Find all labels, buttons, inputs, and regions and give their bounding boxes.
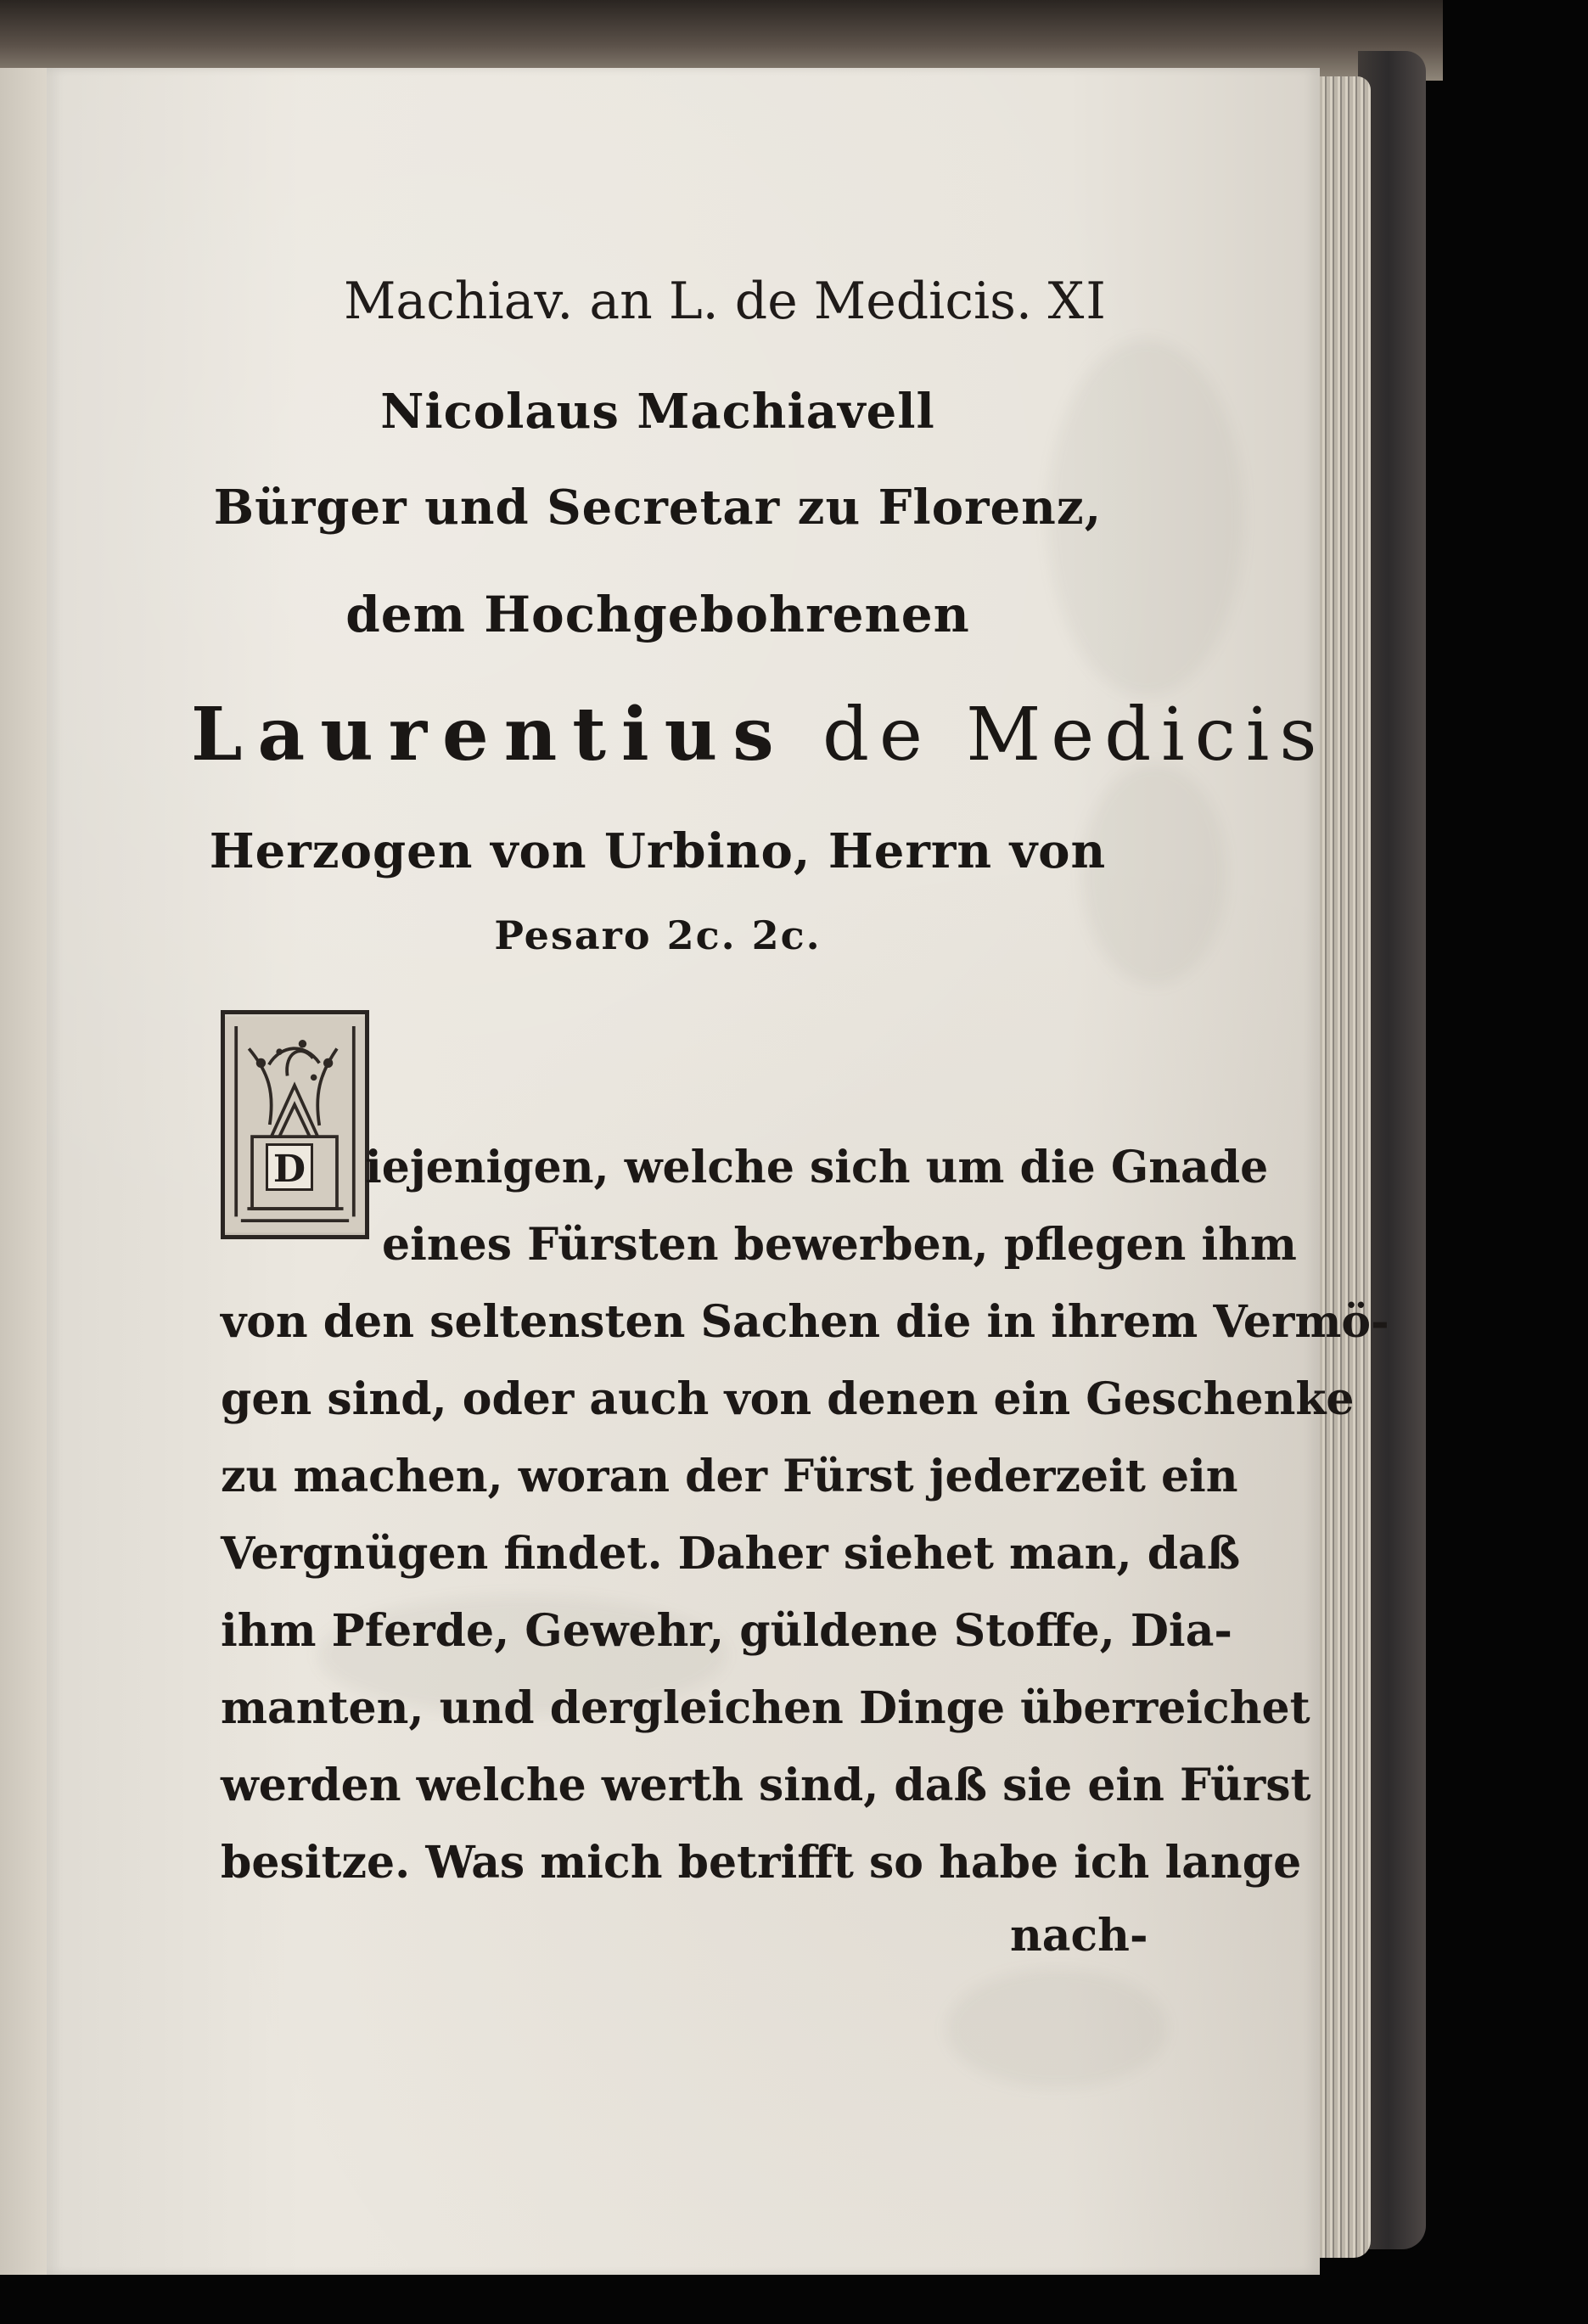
body-line: eines Fürsten bewerben, pflegen ihm xyxy=(382,1219,1297,1271)
title-line: Pesaro 2c. 2c. xyxy=(494,912,822,958)
body-line: werden welche werth sind, daß sie ein Fürst xyxy=(221,1760,1311,1811)
body-line: besitze. Was mich betrifft so habe ich lange xyxy=(221,1837,1302,1889)
title-line: dem Hochgebohrenen xyxy=(345,586,970,643)
catchword: nach- xyxy=(1010,1910,1148,1962)
body-line: iejenigen, welche sich um die Gnade xyxy=(365,1142,1269,1193)
page-stack-edge xyxy=(1311,76,1371,2258)
body-line: von den seltensten Sachen die in ihrem Vermö- xyxy=(221,1296,1389,1348)
running-head-title: Machiav. an L. de Medicis. xyxy=(344,272,1032,331)
body-line: zu machen, woran der Fürst jederzeit ein xyxy=(221,1451,1238,1502)
body-line: manten, und dergleichen Dinge überreichet xyxy=(221,1682,1310,1734)
paper-stain xyxy=(946,1969,1167,2088)
dedication-name-tail: de Medicis xyxy=(822,693,1327,777)
page-number: XI xyxy=(1047,272,1108,331)
body-line: Vergnügen findet. Daher siehet man, daß xyxy=(221,1528,1241,1580)
previous-page-strip xyxy=(0,68,48,2275)
document-page xyxy=(47,68,1389,2275)
body-line: ihm Pferde, Gewehr, güldene Stoffe, Dia- xyxy=(221,1605,1232,1657)
dedication-name xyxy=(191,692,1327,777)
title-line: Bürger und Secretar zu Florenz, xyxy=(213,480,1103,536)
title-line: Herzogen von Urbino, Herrn von xyxy=(209,823,1107,879)
ornament-illustration-icon xyxy=(225,1014,365,1235)
dedication-name-lead: Laurentius xyxy=(191,692,789,777)
body-line: gen sind, oder auch von denen ein Geschenke xyxy=(221,1373,1355,1425)
running-head xyxy=(344,267,1108,335)
title-line: Nicolaus Machiavell xyxy=(380,384,935,440)
decorated-initial xyxy=(221,1010,369,1239)
initial-letter: D xyxy=(266,1143,313,1191)
